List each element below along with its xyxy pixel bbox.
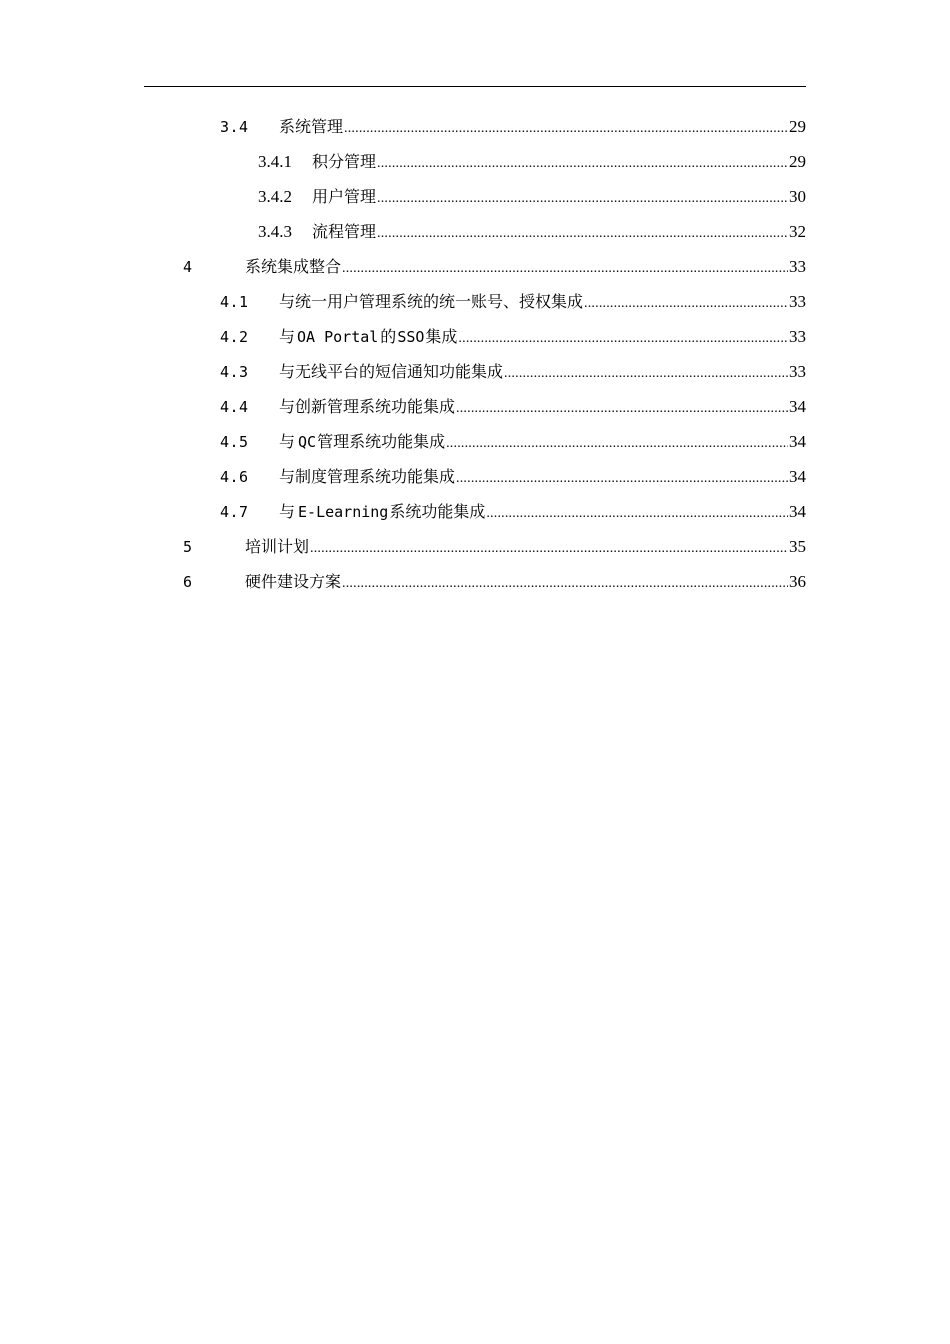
toc-title-latin: SSO <box>397 328 425 346</box>
toc-entry-4-4[interactable] <box>0 390 950 425</box>
toc-entry-page: 33 <box>789 362 806 381</box>
toc-entry-3-4-2[interactable] <box>0 180 950 215</box>
toc-entry-page: 33 <box>789 292 806 311</box>
toc-entry-number: 3.4.1 <box>258 152 292 171</box>
toc-dot-leader <box>342 569 788 599</box>
toc-dot-leader <box>504 359 788 389</box>
toc-dot-leader <box>456 394 788 424</box>
toc-title-part: 管理系统功能集成 <box>317 432 446 451</box>
toc-entry-page: 34 <box>789 432 806 451</box>
toc-entry-title: 系统集成整合 <box>245 257 342 276</box>
toc-entry-number: 4.1 <box>220 293 249 311</box>
toc-entry-number: 4 <box>183 258 193 276</box>
toc-entry-number: 3.4 <box>220 118 249 136</box>
toc-entry-page: 36 <box>789 572 806 591</box>
toc-entry-title: 与创新管理系统功能集成 <box>279 397 456 416</box>
toc-entry-title <box>279 320 457 354</box>
toc-entry-page: 34 <box>789 397 806 416</box>
toc-entry-number: 4.7 <box>220 503 249 521</box>
toc-dot-leader <box>584 289 788 319</box>
toc-entry-title: 与统一用户管理系统的统一账号、授权集成 <box>279 292 584 311</box>
toc-entry-number: 5 <box>183 538 193 556</box>
toc-entry-title: 用户管理 <box>312 187 377 206</box>
toc-entry-number: 3.4.2 <box>258 187 292 206</box>
toc-entry-title: 与制度管理系统功能集成 <box>279 467 456 486</box>
toc-dot-leader <box>458 324 788 354</box>
toc-entry-title: 流程管理 <box>312 222 377 241</box>
toc-entry-title <box>279 425 445 459</box>
toc-entry-3-4[interactable] <box>0 110 950 145</box>
toc-entry-3-4-1[interactable] <box>0 145 950 180</box>
toc-entry-page: 29 <box>789 117 806 136</box>
toc-title-latin: QC <box>298 433 317 451</box>
toc-entry-4-1[interactable] <box>0 285 950 320</box>
toc-entry-3-4-3[interactable] <box>0 215 950 250</box>
toc-entry-title: 与无线平台的短信通知功能集成 <box>279 362 504 381</box>
toc-title-part: 与 <box>279 502 296 521</box>
toc-entry-page: 33 <box>789 257 806 276</box>
toc-entry-number: 6 <box>183 573 193 591</box>
toc-entry-6[interactable] <box>0 565 950 600</box>
toc-entry-number: 4.2 <box>220 328 249 346</box>
toc-entry-page: 32 <box>789 222 806 241</box>
toc-dot-leader <box>377 219 788 249</box>
toc-entry-page: 35 <box>789 537 806 556</box>
toc-entry-4-3[interactable] <box>0 355 950 390</box>
toc-dot-leader <box>486 499 788 529</box>
toc-entry-number: 3.4.3 <box>258 222 292 241</box>
toc-title-latin: E-Learning <box>298 503 389 521</box>
toc-title-part: 与 <box>279 432 296 451</box>
toc-dot-leader <box>377 149 788 179</box>
toc-entry-page: 33 <box>789 327 806 346</box>
toc-entry-title: 硬件建设方案 <box>245 572 342 591</box>
toc-dot-leader <box>310 534 788 564</box>
toc-entry-title: 系统管理 <box>279 117 344 136</box>
toc-entry-title <box>279 495 485 529</box>
toc-title-part: 系统功能集成 <box>389 502 486 521</box>
toc-entry-4-5[interactable] <box>0 425 950 460</box>
toc-dot-leader <box>456 464 788 494</box>
toc-entry-4-7[interactable] <box>0 495 950 530</box>
toc-entry-title: 积分管理 <box>312 152 377 171</box>
toc-entry-page: 34 <box>789 502 806 521</box>
toc-title-part: 的 <box>380 327 397 346</box>
toc-dot-leader <box>342 254 788 284</box>
toc-entry-number: 4.5 <box>220 433 249 451</box>
toc-entry-4-2[interactable] <box>0 320 950 355</box>
toc-entry-5[interactable] <box>0 530 950 565</box>
toc-entry-page: 30 <box>789 187 806 206</box>
toc-entry-page: 29 <box>789 152 806 171</box>
toc-entry-4-6[interactable] <box>0 460 950 495</box>
toc-entry-page: 34 <box>789 467 806 486</box>
header-rule <box>144 86 806 87</box>
toc-dot-leader <box>377 184 788 214</box>
toc-entry-title: 培训计划 <box>245 537 310 556</box>
toc-entry-4[interactable] <box>0 250 950 285</box>
toc-title-part: 与 <box>279 327 296 346</box>
toc-entry-number: 4.4 <box>220 398 249 416</box>
toc-entry-number: 4.6 <box>220 468 249 486</box>
toc-entry-number: 4.3 <box>220 363 249 381</box>
toc-dot-leader <box>344 114 788 144</box>
toc-title-latin: OA Portal <box>297 328 379 346</box>
toc-title-part: 集成 <box>425 327 458 346</box>
toc-dot-leader <box>446 429 788 459</box>
